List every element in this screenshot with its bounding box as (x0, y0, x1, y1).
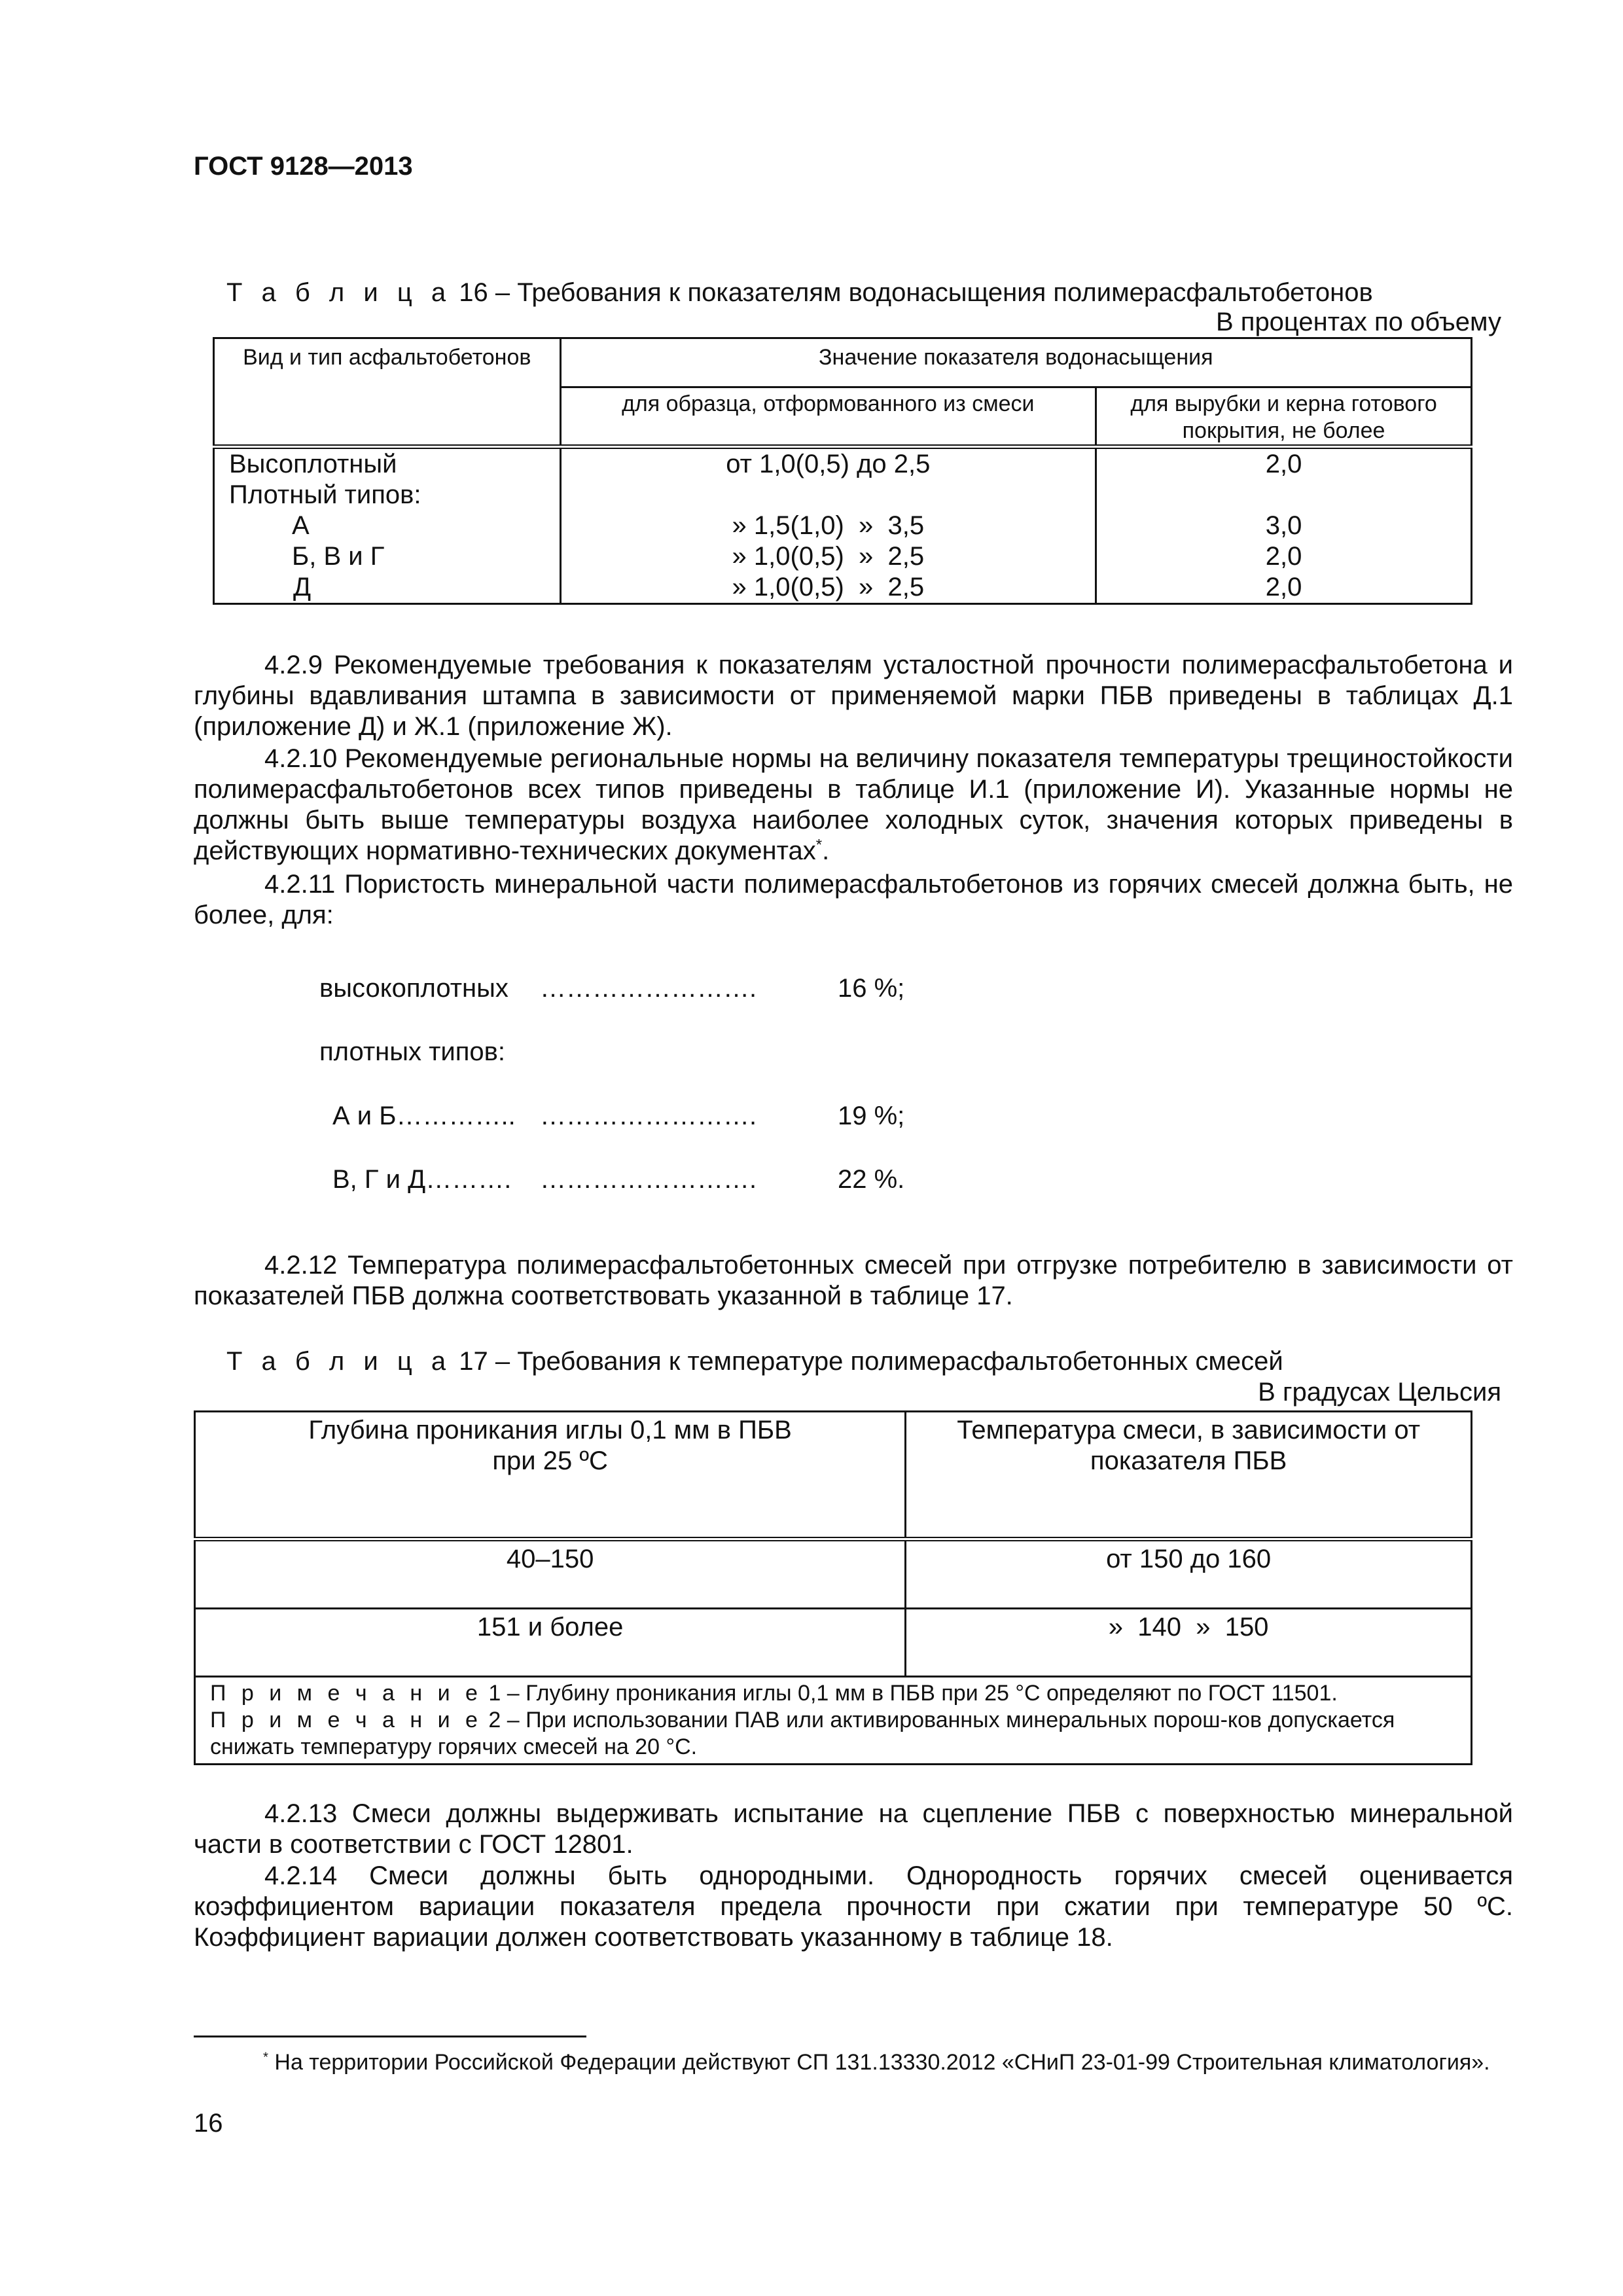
table16-value1: от 1,0(0,5) до 2,5 (726, 450, 931, 478)
table17-col1-header: Глубина проникания иглы 0,1 мм в ПБВ при 25 ºС (195, 1412, 906, 1539)
porosity-ab-label: А и Б………….. (332, 1102, 516, 1130)
paragraph-4-2-11: 4.2.11 Пористость минеральной части полимерасфальтобетонов из горячих смесей должна быть, не более, для: (194, 870, 1513, 929)
paragraph-4-2-14: 4.2.14 Смеси должны быть однородными. Однородность горячих смесей оценивается коэффициентом вариации показателя предела прочности при сжатии при температуре 50 ºС. Коэффициент вариации должен соответствовать указанному в таблице 18. (194, 1861, 1513, 1952)
table16-caption-word: Т а б л и ц а (226, 278, 452, 307)
table16-value2: 3,0 (1265, 511, 1302, 540)
table16-caption (226, 278, 1373, 308)
paragraph-4-2-10: 4.2.10 Рекомендуемые региональные нормы на величину показателя температуры трещиностойкости полимерасфальтобетонов всех типов приведены в таблице И.1 (приложение И). Указанные нормы не должны быть выше температуры воздуха наиболее холодных суток, значения которых приведены в действующих нормативно-технических документах*. (194, 744, 1513, 865)
table17-note-2: П р и м е ч а н и е 2 – При использовании ПАВ или активированных минеральных порош-ков допускается снижать температуру горячих смесей на 20 °С. (210, 1708, 1395, 1759)
table16-row-label: Б, В и Г (292, 542, 385, 571)
table17-caption-text: 17 – Требования к температуре полимерасфальтобетонных смесей (452, 1347, 1283, 1376)
table16-labels-cell (214, 447, 561, 604)
table16-values2-cell (1096, 447, 1472, 604)
table16-units: В процентах по объему (1215, 308, 1501, 336)
porosity-vgd-value: 22 %. (838, 1165, 905, 1194)
table16-row-label: Плотный типов: (229, 480, 421, 509)
table16-value1: » 1,5(1,0) » 3,5 (732, 511, 925, 540)
table17-notes-cell (195, 1677, 1472, 1765)
page-number: 16 (194, 2109, 223, 2138)
footnote: * На территории Российской Федерации действуют СП 131.13330.2012 «СНиП 23-01-99 Строительная климатология». (263, 2050, 1490, 2075)
paragraph-4-2-9: 4.2.9 Рекомендуемые требования к показателям усталостной прочности полимерасфальтобетона и глубины вдавливания штампа в зависимости от применяемой марки ПБВ приведены в таблицах Д.1 (приложение Д) и Ж.1 (приложение Ж). (194, 651, 1513, 741)
paragraph-4-2-12: 4.2.12 Температура полимерасфальтобетонных смесей при отгрузке потребителю в зависимости от показателей ПБВ должна соответствовать указанной в таблице 17. (194, 1251, 1513, 1310)
document-header: ГОСТ 9128—2013 (194, 152, 413, 181)
table17-caption-word: Т а б л и ц а (226, 1347, 452, 1376)
table16-value1: » 1,0(0,5) » 2,5 (732, 573, 925, 601)
table16-value2: 2,0 (1265, 573, 1302, 601)
paragraph-4-2-13: 4.2.13 Смеси должны выдерживать испытание на сцепление ПБВ с поверхностью минеральной части в соответствии с ГОСТ 12801. (194, 1799, 1513, 1859)
porosity-dense-label: плотных типов: (319, 1037, 506, 1066)
footnote-ref[interactable]: * (815, 836, 823, 854)
table16-row-label: Высоплотный (229, 450, 397, 478)
table16-col1-header: Вид и тип асфальтобетонов (214, 338, 561, 447)
porosity-high-label: высокоплотных (319, 974, 508, 1003)
table17-cell: 151 и более (195, 1609, 906, 1677)
footnote-separator (194, 2036, 586, 2037)
porosity-vgd-label: В, Г и Д………. (332, 1165, 512, 1194)
table17-cell: 40–150 (195, 1539, 906, 1609)
table17 (194, 1410, 1472, 1765)
table16-sub2-header: для вырубки и керна готового покрытия, не более (1096, 387, 1472, 447)
porosity-ab-dots: ……………………. (540, 1102, 757, 1130)
table16-caption-text: 16 – Требования к показателям водонасыщения полимерасфальтобетонов (452, 278, 1373, 307)
table16-row-label: Д (293, 573, 312, 601)
table17-note-1: П р и м е ч а н и е 1 – Глубину проникания иглы 0,1 мм в ПБВ при 25 °С определяют по ГОСТ 11501. (210, 1681, 1338, 1706)
table16-values1-cell (560, 447, 1096, 604)
table16-value2: 2,0 (1265, 542, 1302, 571)
table17-cell: от 150 до 160 (906, 1539, 1472, 1609)
table17-row (195, 1609, 1472, 1677)
porosity-high-dots: ……………………. (540, 974, 757, 1003)
table17-notes (195, 1677, 1472, 1765)
table17-cell: » 140 » 150 (906, 1609, 1472, 1677)
table17-col2-header: Температура смеси, в зависимости от показателя ПБВ (906, 1412, 1472, 1539)
table16 (213, 337, 1472, 605)
table16-value2: 2,0 (1265, 450, 1302, 478)
table16-row-label: А (292, 511, 310, 540)
table16-sub1-header: для образца, отформованного из смеси (560, 387, 1096, 447)
table16-value1-blank (562, 480, 1096, 511)
table16-value1: » 1,0(0,5) » 2,5 (732, 542, 925, 571)
porosity-ab-value: 19 %; (838, 1102, 905, 1130)
table16-value2-blank (1097, 480, 1471, 511)
table16-group-header: Значение показателя водонасыщения (560, 338, 1471, 387)
table16-body (214, 447, 1472, 604)
porosity-vgd-dots: ……………………. (540, 1165, 757, 1194)
porosity-high-value: 16 %; (838, 974, 905, 1003)
table17-caption (226, 1347, 1283, 1376)
table17-units: В градусах Цельсия (1258, 1378, 1501, 1407)
table17-row (195, 1539, 1472, 1609)
